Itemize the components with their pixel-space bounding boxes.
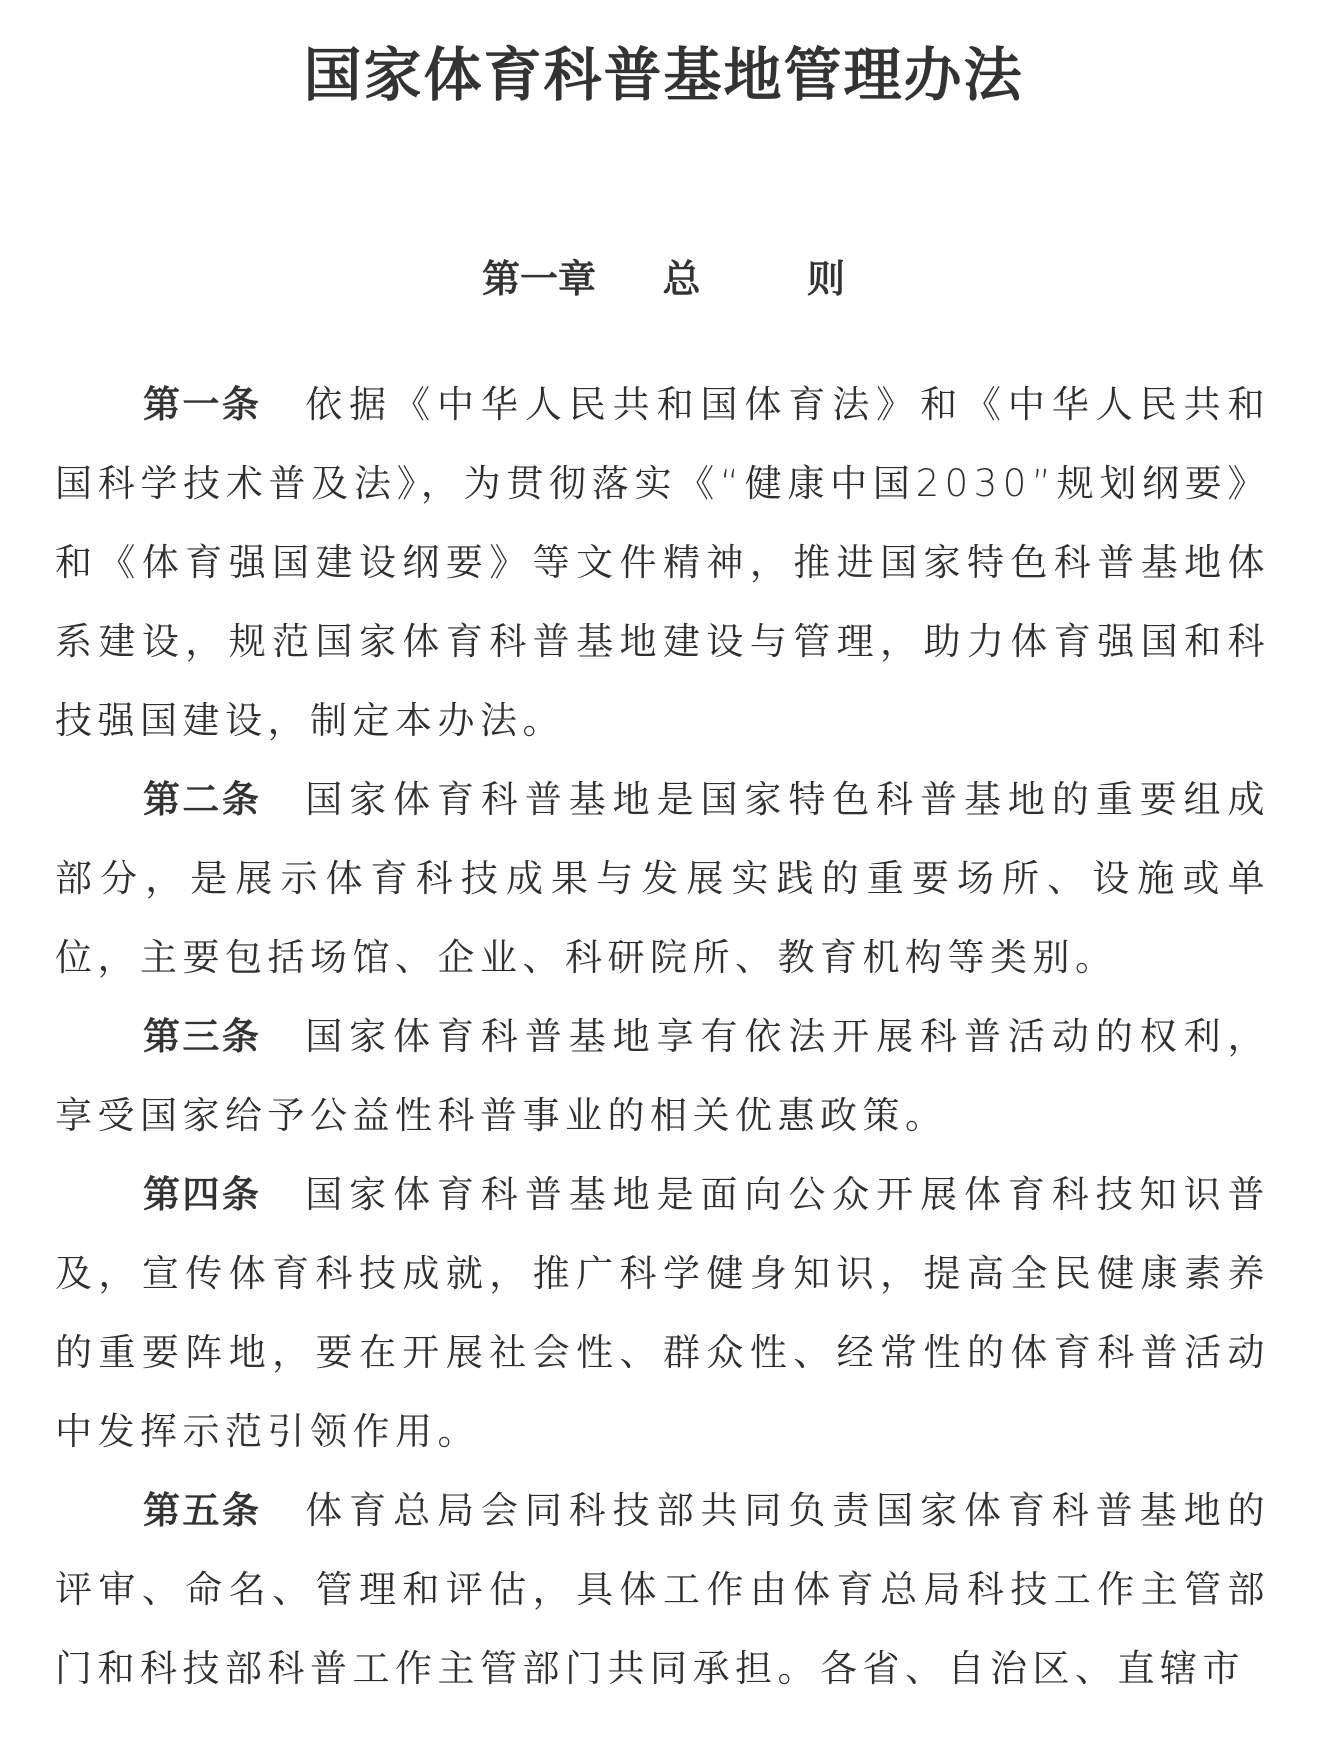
article-label: 第一条	[143, 383, 262, 426]
article-text: 国家体育科普基地享有依法开展科普活动的权利，享受国家给予公益性科普事业的相关优惠政策。	[55, 1015, 1270, 1137]
document-body	[55, 365, 1270, 1708]
article-label: 第四条	[143, 1173, 262, 1216]
article-text: 体育总局会同科技部共同负责国家体育科普基地的评审、命名、管理和评估，具体工作由体育总局科技工作主管部门和科技部科普工作主管部门共同承担。各省、自治区、直辖市	[55, 1489, 1270, 1690]
article-label: 第二条	[143, 778, 262, 821]
article-3	[55, 997, 1270, 1155]
article-4	[55, 1155, 1270, 1471]
article-text: 国家体育科普基地是国家特色科普基地的重要组成部分，是展示体育科技成果与发展实践的重要场所、设施或单位，主要包括场馆、企业、科研院所、教育机构等类别。	[55, 778, 1270, 979]
chapter-name-part-1: 总	[662, 257, 701, 301]
chapter-name-part-2: 则	[806, 257, 845, 301]
article-text: 国家体育科普基地是面向公众开展体育科技知识普及，宣传体育科技成就，推广科学健身知识，提高全民健康素养的重要阵地，要在开展社会性、群众性、经常性的体育科普活动中发挥示范引领作用。	[55, 1173, 1270, 1453]
document-title: 国家体育科普基地管理办法	[303, 41, 1024, 109]
article-2	[55, 760, 1270, 997]
article-label: 第五条	[143, 1489, 262, 1532]
article-1	[55, 365, 1270, 760]
chapter-heading	[0, 248, 1327, 303]
article-5	[55, 1471, 1270, 1708]
article-text: 依据《中华人民共和国体育法》和《中华人民共和国科学技术普及法》，为贯彻落实《“健康中国2030”规划纲要》和《体育强国建设纲要》等文件精神，推进国家特色科普基地体系建设，规范国家体育科普基地建设与管理，助力体育强国和科技强国建设，制定本办法。	[55, 383, 1270, 742]
article-label: 第三条	[143, 1015, 262, 1058]
chapter-number: 第一章	[482, 257, 597, 301]
